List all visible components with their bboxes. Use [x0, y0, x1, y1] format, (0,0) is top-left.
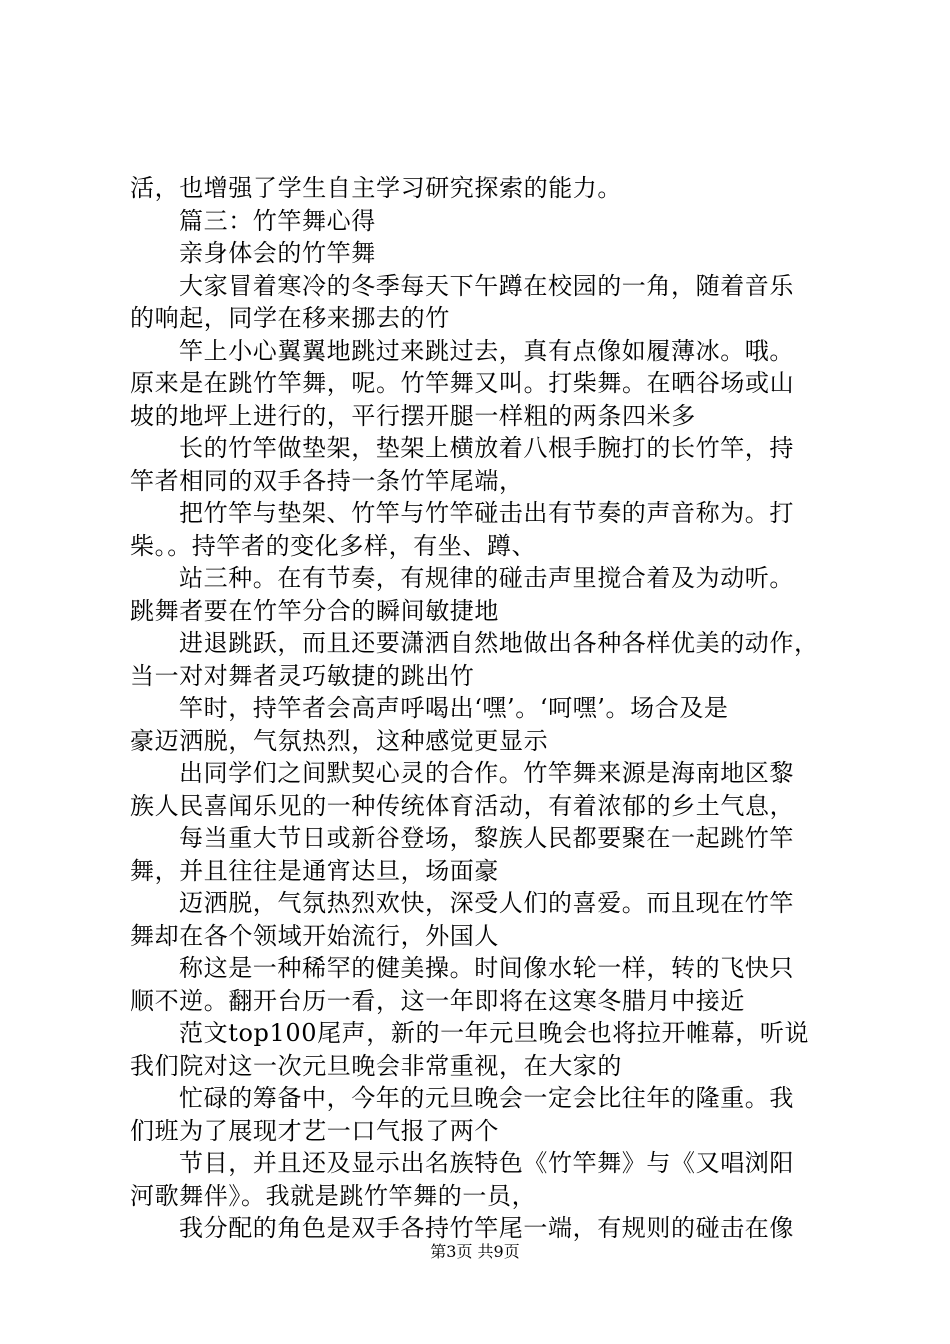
- text-line: 我分配的角色是双手各持竹竿尾一端，有规则的碰击在像: [179, 1214, 794, 1242]
- text-line: 豪迈洒脱，气氛热烈，这种感觉更显示: [130, 726, 549, 755]
- text-line: 篇三：竹竿舞心得: [179, 206, 376, 235]
- text-line: 亲身体会的竹竿舞: [179, 239, 376, 267]
- text-line: 族人民喜闻乐见的一种传统体育活动，有着浓郁的乡土气息，: [130, 791, 795, 820]
- text-line: 范文top100尾声，新的一年元旦晚会也将拉开帷幕，听说: [179, 1019, 810, 1047]
- text-line: 把竹竿与垫架、竹竿与竹竿碰击出有节奏的声音称为。打: [179, 499, 794, 527]
- text-line: 舞，并且往往是通宵达旦，场面豪: [130, 856, 499, 885]
- page-number-footer: 第3页 共9页: [430, 1242, 520, 1261]
- text-line: 竿上小心翼翼地跳过来跳过去，真有点像如履薄冰。哦。: [179, 336, 794, 365]
- text-line: 迈洒脱，气氛热烈欢快，深受人们的喜爱。而且现在竹竿: [179, 889, 794, 917]
- text-line: 坡的地坪上进行的，平行摆开腿一样粗的两条四米多: [130, 401, 696, 430]
- text-line: 当一对对舞者灵巧敏捷的跳出竹: [130, 661, 475, 690]
- text-line: 出同学们之间默契心灵的合作。竹竿舞来源是海南地区黎: [179, 759, 794, 787]
- text-line: 的响起，同学在移来挪去的竹: [130, 304, 450, 332]
- text-line: 顺不逆。翻开台历一看，这一年即将在这寒冬腊月中接近: [130, 986, 745, 1015]
- text-line: 竿者相同的双手各持一条竹竿尾端，: [130, 466, 524, 495]
- text-line: 原来是在跳竹竿舞，呢。竹竿舞又叫。打柴舞。在晒谷场或山: [130, 369, 795, 397]
- text-line: 进退跳跃，而且还要潇洒自然地做出各种各样优美的动作，: [179, 629, 819, 657]
- document-body: [130, 172, 835, 1245]
- text-line: 每当重大节日或新谷登场，黎族人民都要聚在一起跳竹竿: [179, 824, 794, 852]
- text-line: 大家冒着寒冷的冬季每天下午蹲在校园的一角，随着音乐: [179, 271, 794, 300]
- text-line: 柴。。持竿者的变化多样，有坐、蹲、: [130, 531, 537, 560]
- text-line: 节目，并且还及显示出名族特色《竹竿舞》与《又唱浏阳: [179, 1149, 794, 1177]
- text-line: 河歌舞伴》。我就是跳竹竿舞的一员，: [130, 1181, 537, 1210]
- text-line: 我们院对这一次元旦晚会非常重视，在大家的: [130, 1051, 622, 1080]
- text-line: 们班为了展现才艺一口气报了两个: [130, 1116, 499, 1145]
- text-line: 忙碌的筹备中，今年的元旦晚会一定会比往年的隆重。我: [179, 1084, 794, 1112]
- text-line: 长的竹竿做垫架，垫架上横放着八根手腕打的长竹竿，持: [179, 434, 794, 462]
- text-line: 竿时，持竿者会高声呼喝出‘嘿’。‘呵嘿’。场合及是: [179, 694, 729, 722]
- text-line: 站三种。在有节奏，有规律的碰击声里搅合着及为动听。: [179, 564, 794, 592]
- text-line: 称这是一种稀罕的健美操。时间像水轮一样，转的飞快只: [179, 954, 794, 982]
- text-line: 活，也增强了学生自主学习研究探索的能力。: [130, 174, 622, 202]
- text-line: 跳舞者要在竹竿分合的瞬间敏捷地: [130, 596, 499, 625]
- text-line: 舞却在各个领域开始流行，外国人: [130, 921, 499, 950]
